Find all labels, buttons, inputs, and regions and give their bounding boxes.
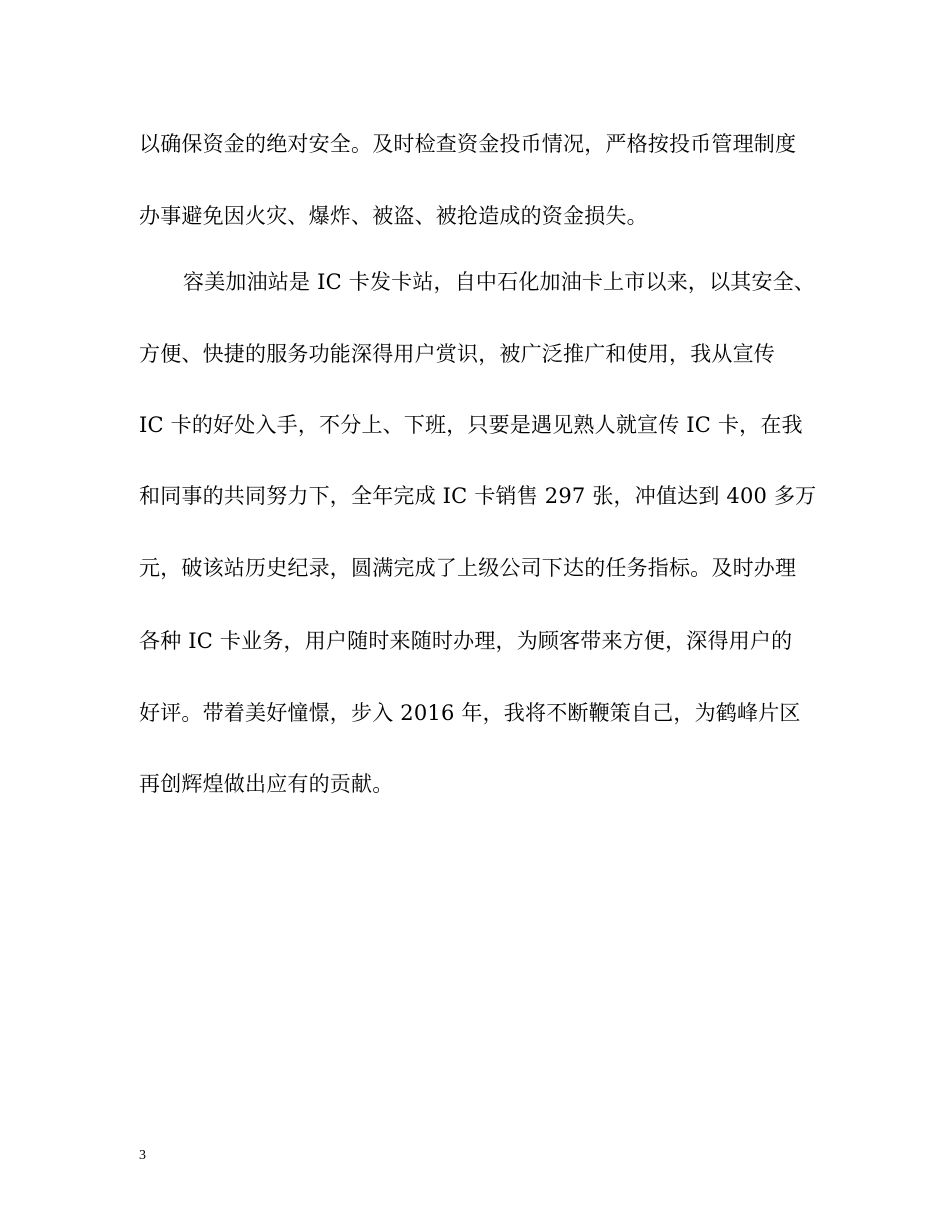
- paragraph-line-10: 再创辉煌做出应有的贡献。: [139, 772, 394, 796]
- paragraph-line-4: 方便、快捷的服务功能深得用户赏识，被广泛推广和使用，我从宣传: [139, 342, 775, 366]
- paragraph-line-2: 办事避免因火灾、爆炸、被盗、被抢造成的资金损失。: [139, 204, 648, 228]
- paragraph-line-6: 和同事的共同努力下，全年完成 IC 卡销售 297 张，冲值达到 400 多万: [139, 484, 817, 508]
- paragraph-line-5: IC 卡的好处入手，不分上、下班，只要是遇见熟人就宣传 IC 卡，在我: [139, 413, 803, 437]
- paragraph-line-7: 元，破该站历史纪录，圆满完成了上级公司下达的任务指标。及时办理: [139, 556, 797, 580]
- paragraph-line-9: 好评。带着美好憧憬，步入 2016 年，我将不断鞭策自己，为鹤峰片区: [139, 701, 801, 725]
- paragraph-line-8: 各种 IC 卡业务，用户随时来随时办理，为顾客带来方便，深得用户的: [139, 629, 793, 653]
- page-number: 3: [139, 1148, 146, 1163]
- paragraph-line-1: 以确保资金的绝对安全。及时检查资金投币情况，严格按投币管理制度: [139, 132, 797, 156]
- paragraph-line-3: 容美加油站是 IC 卡发卡站，自中石化加油卡上市以来，以其安全、: [183, 270, 816, 294]
